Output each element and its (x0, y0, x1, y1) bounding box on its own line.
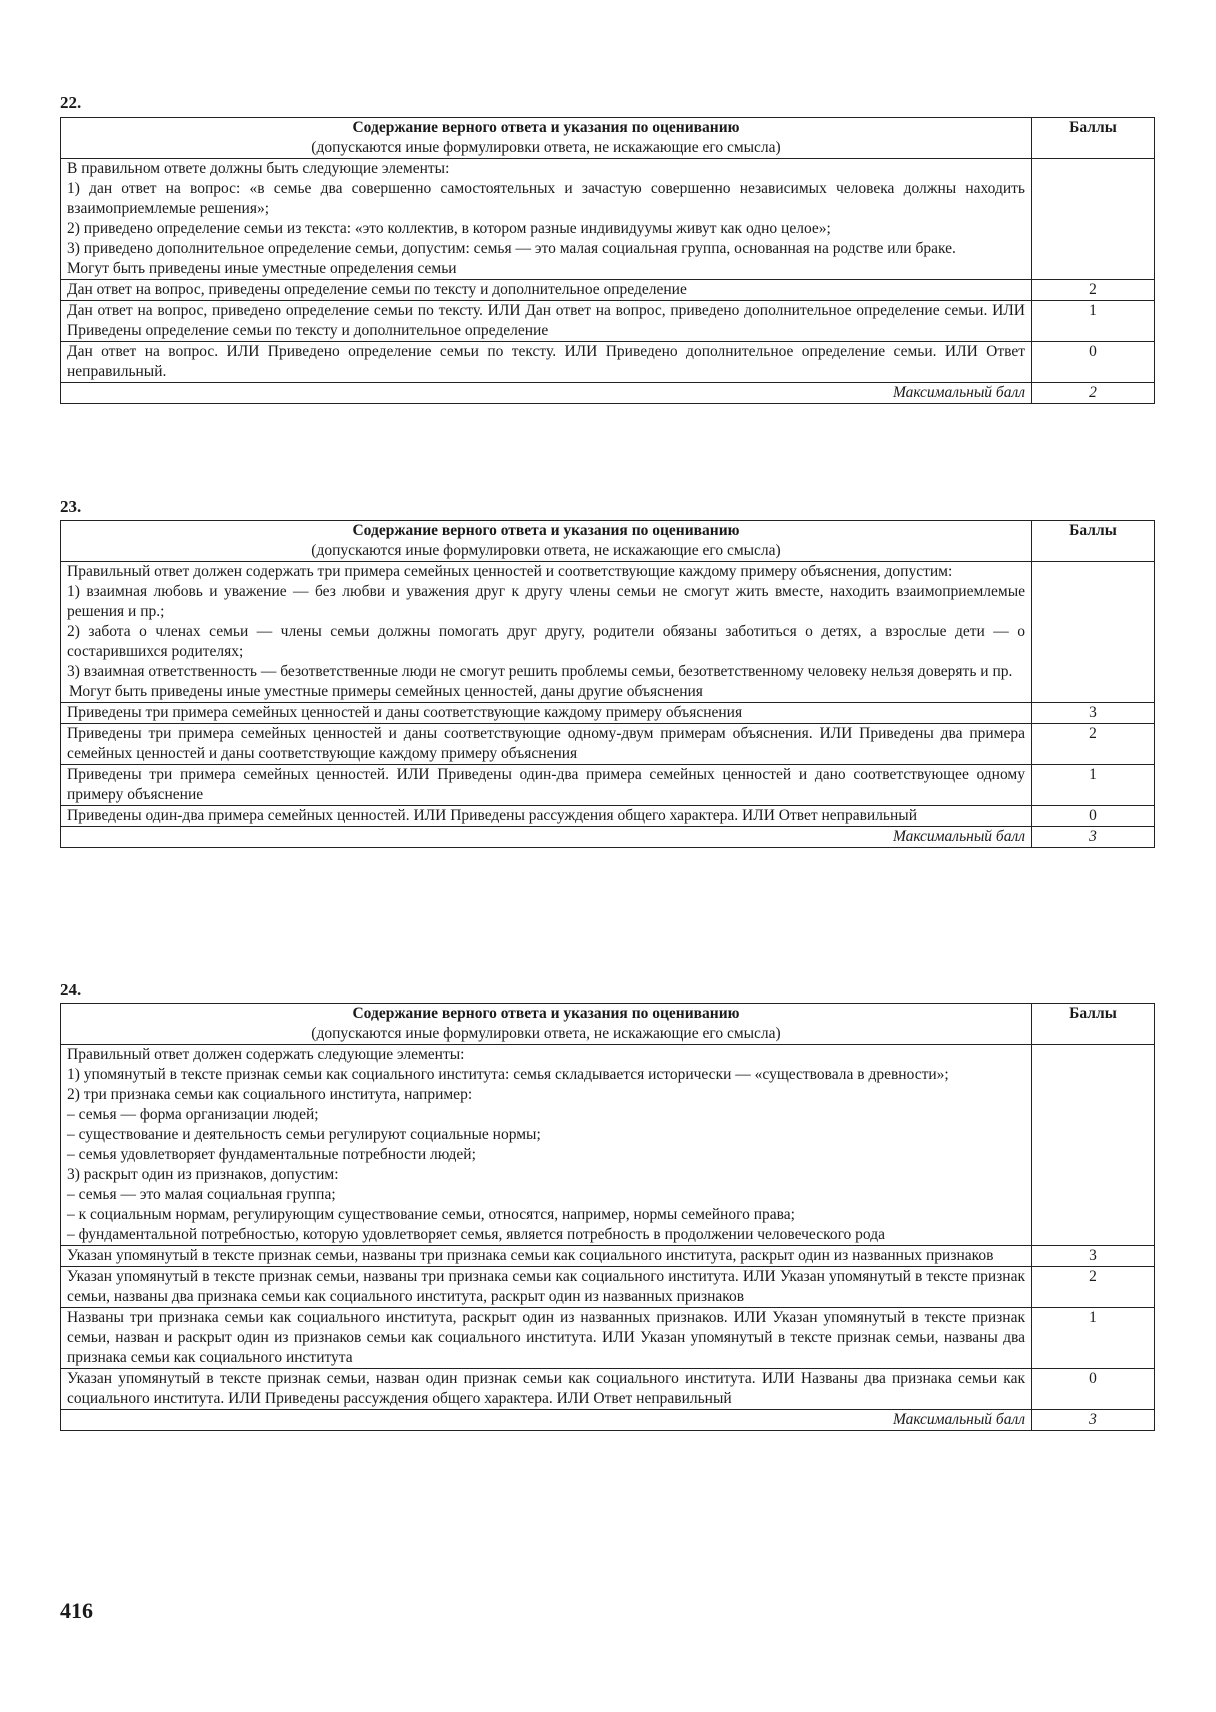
grading-table (60, 520, 1155, 848)
content-line: – семья удовлетворяет фундаментальные потребности людей; (67, 1146, 476, 1163)
content-line: Могут быть приведены иные уместные примеры семейных ценностей, даны другие объяснения (69, 683, 703, 700)
content-line: – к социальным нормам, регулирующим существование семьи, относятся, например, нормы семейного права; (67, 1206, 795, 1223)
criterion-score: 0 (1032, 806, 1155, 827)
content-line: Могут быть приведены иные уместные определения семьи (67, 260, 457, 277)
content-line: 1) дан ответ на вопрос: «в семье два совершенно самостоятельных и зачастую совершенно независимых человека должны находить взаимоприемлемые решения»; (67, 180, 1025, 217)
page-number: 416 (60, 1598, 93, 1623)
content-line: В правильном ответе должны быть следующие элементы: (67, 160, 450, 177)
header-score-cell (1032, 118, 1155, 159)
max-score-value: 2 (1032, 383, 1155, 404)
criterion-row (61, 806, 1155, 827)
table-header-row (61, 521, 1155, 562)
criterion-text: Приведены один-два примера семейных ценностей. ИЛИ Приведены рассуждения общего характера. ИЛИ Ответ неправильный (61, 806, 1032, 827)
content-line: – семья — форма организации людей; (67, 1106, 319, 1123)
answer-content-row (61, 159, 1155, 280)
header-content-cell (61, 118, 1032, 159)
table-header-row (61, 1004, 1155, 1045)
content-line: Правильный ответ должен содержать три примера семейных ценностей и соответствующие каждому примеру объяснения, допустим: (67, 563, 953, 580)
header-content-cell (61, 521, 1032, 562)
question-number: 22. (60, 93, 82, 112)
max-score-label: Максимальный балл (61, 827, 1032, 848)
answer-content-cell (61, 1045, 1032, 1246)
header-score-cell (1032, 1004, 1155, 1045)
criterion-text: Указан упомянутый в тексте признак семьи, названы три признака семьи как социального института, раскрыт один из названных признаков (61, 1246, 1032, 1267)
header-score-label: Баллы (1069, 119, 1117, 136)
criterion-text: Дан ответ на вопрос, приведено определение семьи по тексту. ИЛИ Дан ответ на вопрос, приведено дополнительное определение семьи. ИЛИ Приведены определение семьи по тексту и дополнительное определение (61, 301, 1032, 342)
criterion-text: Указан упомянутый в тексте признак семьи, названы три признака семьи как социального института. ИЛИ Указан упомянутый в тексте признак семьи, названы два признака семьи как социального института, раскрыт один из названных признаков (61, 1267, 1032, 1308)
header-content-cell (61, 1004, 1032, 1045)
criterion-text: Дан ответ на вопрос, приведены определение семьи по тексту и дополнительное определение (61, 280, 1032, 301)
criterion-score: 2 (1032, 280, 1155, 301)
criterion-row (61, 765, 1155, 806)
criterion-text: Названы три признака семьи как социального института, раскрыт один из названных признаков. ИЛИ Указан упомянутый в тексте признак семьи, назван и раскрыт один из признаков семьи как социального института. ИЛИ Указан упомянутый в тексте признак семьи, названы два признака семьи как социального института (61, 1308, 1032, 1369)
header-score-cell (1032, 521, 1155, 562)
criterion-score: 0 (1032, 1369, 1155, 1410)
table-header-row (61, 118, 1155, 159)
content-line: – существование и деятельность семьи регулируют социальные нормы; (67, 1126, 541, 1143)
max-score-label: Максимальный балл (61, 383, 1032, 404)
header-subtitle: (допускаются иные формулировки ответа, не искажающие его смысла) (311, 1025, 781, 1042)
criterion-score: 1 (1032, 301, 1155, 342)
empty-score-cell (1032, 159, 1155, 280)
content-line: 3) взаимная ответственность — безответственные люди не смогут решить проблемы семьи, безответственному человеку нельзя доверять и пр. (67, 663, 1013, 680)
header-title: Содержание верного ответа и указания по оцениванию (352, 1005, 740, 1022)
answer-content-cell (61, 159, 1032, 280)
max-score-row (61, 383, 1155, 404)
criterion-score: 0 (1032, 342, 1155, 383)
criterion-score: 2 (1032, 724, 1155, 765)
grading-table (60, 1003, 1155, 1431)
criterion-row (61, 301, 1155, 342)
criterion-row (61, 1369, 1155, 1410)
criterion-row (61, 1246, 1155, 1267)
answer-content-cell (61, 562, 1032, 703)
header-subtitle: (допускаются иные формулировки ответа, не искажающие его смысла) (311, 542, 781, 559)
content-line: 2) три признака семьи как социального института, например: (67, 1086, 473, 1103)
criterion-row (61, 703, 1155, 724)
answer-content-row (61, 1045, 1155, 1246)
question-number: 24. (60, 980, 82, 999)
max-score-label: Максимальный балл (61, 1410, 1032, 1431)
criterion-row (61, 342, 1155, 383)
content-line: 3) приведено дополнительное определение семьи, допустим: семья — это малая социальная группа, основанная на родстве или браке. (67, 240, 956, 257)
header-title: Содержание верного ответа и указания по оцениванию (352, 119, 740, 136)
content-line: 3) раскрыт один из признаков, допустим: (67, 1166, 339, 1183)
content-line: 2) забота о членах семьи — члены семьи должны помогать друг другу, родители обязаны заботиться о детях, а взрослые дети — о состарившихся родителях; (67, 623, 1025, 660)
header-score-label: Баллы (1069, 522, 1117, 539)
criterion-text: Указан упомянутый в тексте признак семьи, назван один признак семьи как социального института. ИЛИ Названы два признака семьи как социального института. ИЛИ Приведены рассуждения общего характера. ИЛИ Ответ неправильный (61, 1369, 1032, 1410)
criterion-score: 3 (1032, 703, 1155, 724)
criterion-row (61, 1308, 1155, 1369)
content-line: 2) приведено определение семьи из текста: «это коллектив, в котором разные индивидуумы живут как одно целое»; (67, 220, 831, 237)
answer-content-row (61, 562, 1155, 703)
criterion-row (61, 280, 1155, 301)
max-score-row (61, 1410, 1155, 1431)
criterion-score: 1 (1032, 1308, 1155, 1369)
max-score-row (61, 827, 1155, 848)
criterion-text: Приведены три примера семейных ценностей и даны соответствующие каждому примеру объяснения (61, 703, 1032, 724)
criterion-text: Дан ответ на вопрос. ИЛИ Приведено определение семьи по тексту. ИЛИ Приведено дополнительное определение семьи. ИЛИ Ответ неправильный. (61, 342, 1032, 383)
criterion-score: 1 (1032, 765, 1155, 806)
criterion-score: 3 (1032, 1246, 1155, 1267)
criterion-score: 2 (1032, 1267, 1155, 1308)
criterion-row (61, 1267, 1155, 1308)
header-subtitle: (допускаются иные формулировки ответа, не искажающие его смысла) (311, 139, 781, 156)
content-line: – семья — это малая социальная группа; (67, 1186, 336, 1203)
header-score-label: Баллы (1069, 1005, 1117, 1022)
empty-score-cell (1032, 1045, 1155, 1246)
content-line: Правильный ответ должен содержать следующие элементы: (67, 1046, 465, 1063)
question-number: 23. (60, 497, 82, 516)
criterion-text: Приведены три примера семейных ценностей и даны соответствующие одному-двум примерам объяснения. ИЛИ Приведены два примера семейных ценностей и даны соответствующие каждому примеру объяснения (61, 724, 1032, 765)
content-line: 1) упомянутый в тексте признак семьи как социального института: семья складывается исторически — «существовала в древности»; (67, 1066, 949, 1083)
content-line: 1) взаимная любовь и уважение — без любви и уважения друг к другу члены семьи не смогут жить вместе, находить взаимоприемлемые решения и пр.; (67, 583, 1025, 620)
content-line: – фундаментальной потребностью, которую удовлетворяет семья, является потребность в продолжении человеческого рода (67, 1226, 885, 1243)
header-title: Содержание верного ответа и указания по оцениванию (352, 522, 740, 539)
grading-table (60, 117, 1155, 404)
criterion-row (61, 724, 1155, 765)
max-score-value: 3 (1032, 1410, 1155, 1431)
empty-score-cell (1032, 562, 1155, 703)
max-score-value: 3 (1032, 827, 1155, 848)
criterion-text: Приведены три примера семейных ценностей. ИЛИ Приведены один-два примера семейных ценностей и дано соответствующее одному примеру объяснение (61, 765, 1032, 806)
